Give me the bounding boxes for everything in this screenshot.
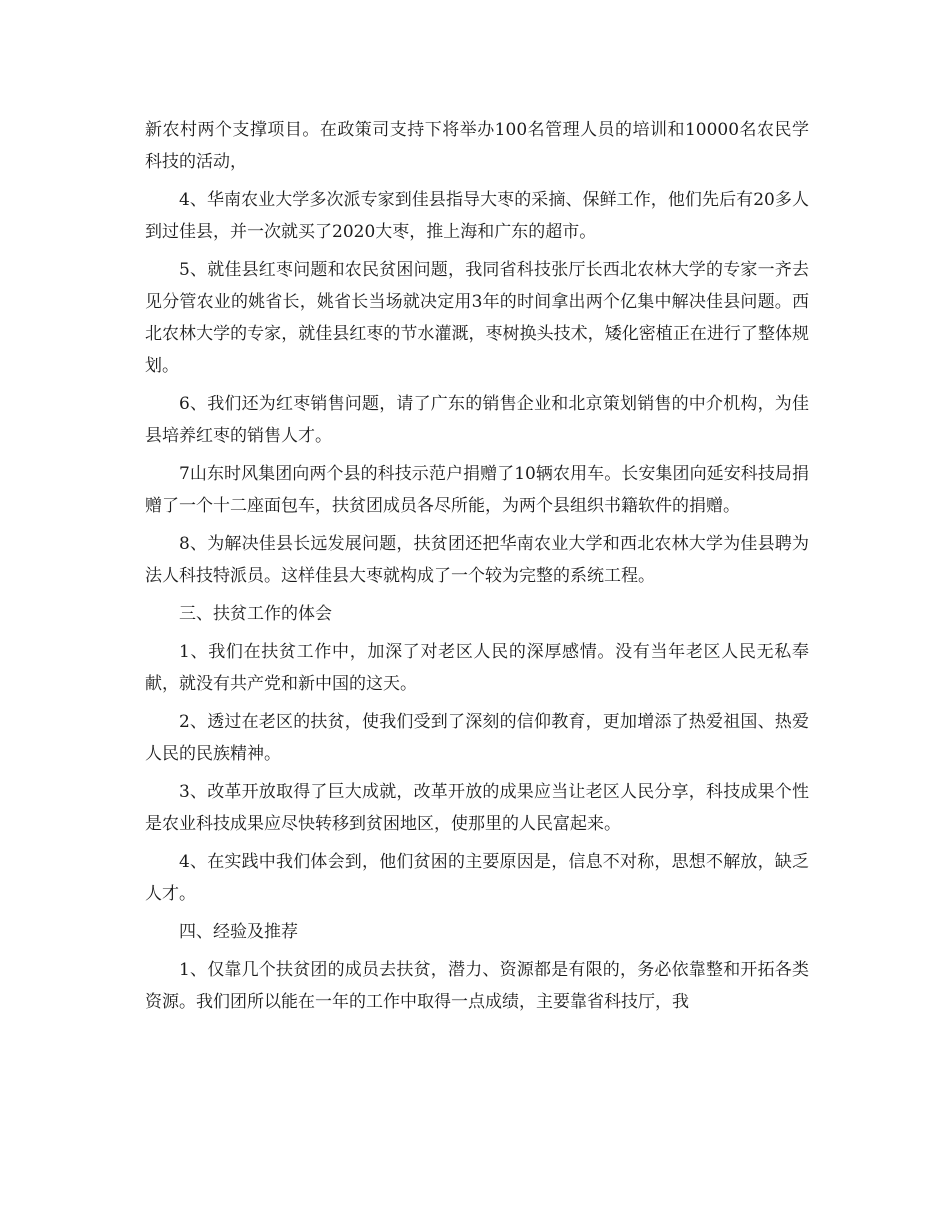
paragraph: 2、透过在老区的扶贫，使我们受到了深刻的信仰教育，更加增添了热爱祖国、热爱人民的民族精神。: [145, 712, 809, 764]
paragraph: 1、仅靠几个扶贫团的成员去扶贫，潜力、资源都是有限的，务必依靠整和开拓各类资源。我们团所以能在一年的工作中取得一点成绩，主要靠省科技厅，我: [145, 960, 809, 1012]
paragraph: 4、在实践中我们体会到，他们贫困的主要原因是，信息不对称，思想不解放，缺乏人才。: [145, 852, 809, 904]
paragraph: 6、我们还为红枣销售问题，请了广东的销售企业和北京策划销售的中介机构，为佳县培养红枣的销售人才。: [145, 394, 809, 446]
section-heading: 三、扶贫工作的体会: [179, 604, 332, 624]
paragraph: 5、就佳县红枣问题和农民贫困问题，我同省科技张厅长西北农林大学的专家一齐去见分管农业的姚省长，姚省长当场就决定用3年的时间拿出两个亿集中解决佳县问题。西北农林大学的专家，就佳县红枣的节水灌溉，枣树换头技术，矮化密植正在进行了整体规划。: [145, 260, 809, 376]
paragraph: 7山东时风集团向两个县的科技示范户捐赠了10辆农用车。长安集团向延安科技局捐赠了一个十二座面包车，扶贫团成员各尽所能，为两个县组织书籍软件的捐赠。: [145, 464, 809, 516]
paragraph: 4、华南农业大学多次派专家到佳县指导大枣的采摘、保鲜工作，他们先后有20多人到过佳县，并一次就买了2020大枣，推上海和广东的超市。: [145, 190, 809, 242]
paragraph: 8、为解决佳县长远发展问题，扶贫团还把华南农业大学和西北农林大学为佳县聘为法人科技特派员。这样佳县大枣就构成了一个较为完整的系统工程。: [145, 534, 809, 586]
paragraph: 新农村两个支撑项目。在政策司支持下将举办100名管理人员的培训和10000名农民学科技的活动，: [145, 120, 809, 172]
section-heading: 四、经验及推荐: [179, 922, 298, 942]
paragraph: 3、改革开放取得了巨大成就，改革开放的成果应当让老区人民分享，科技成果个性是农业科技成果应尽快转移到贫困地区，使那里的人民富起来。: [145, 782, 809, 834]
document-body: [145, 114, 809, 1024]
paragraph: 1、我们在扶贫工作中，加深了对老区人民的深厚感情。没有当年老区人民无私奉献，就没有共产党和新中国的这天。: [145, 642, 809, 694]
